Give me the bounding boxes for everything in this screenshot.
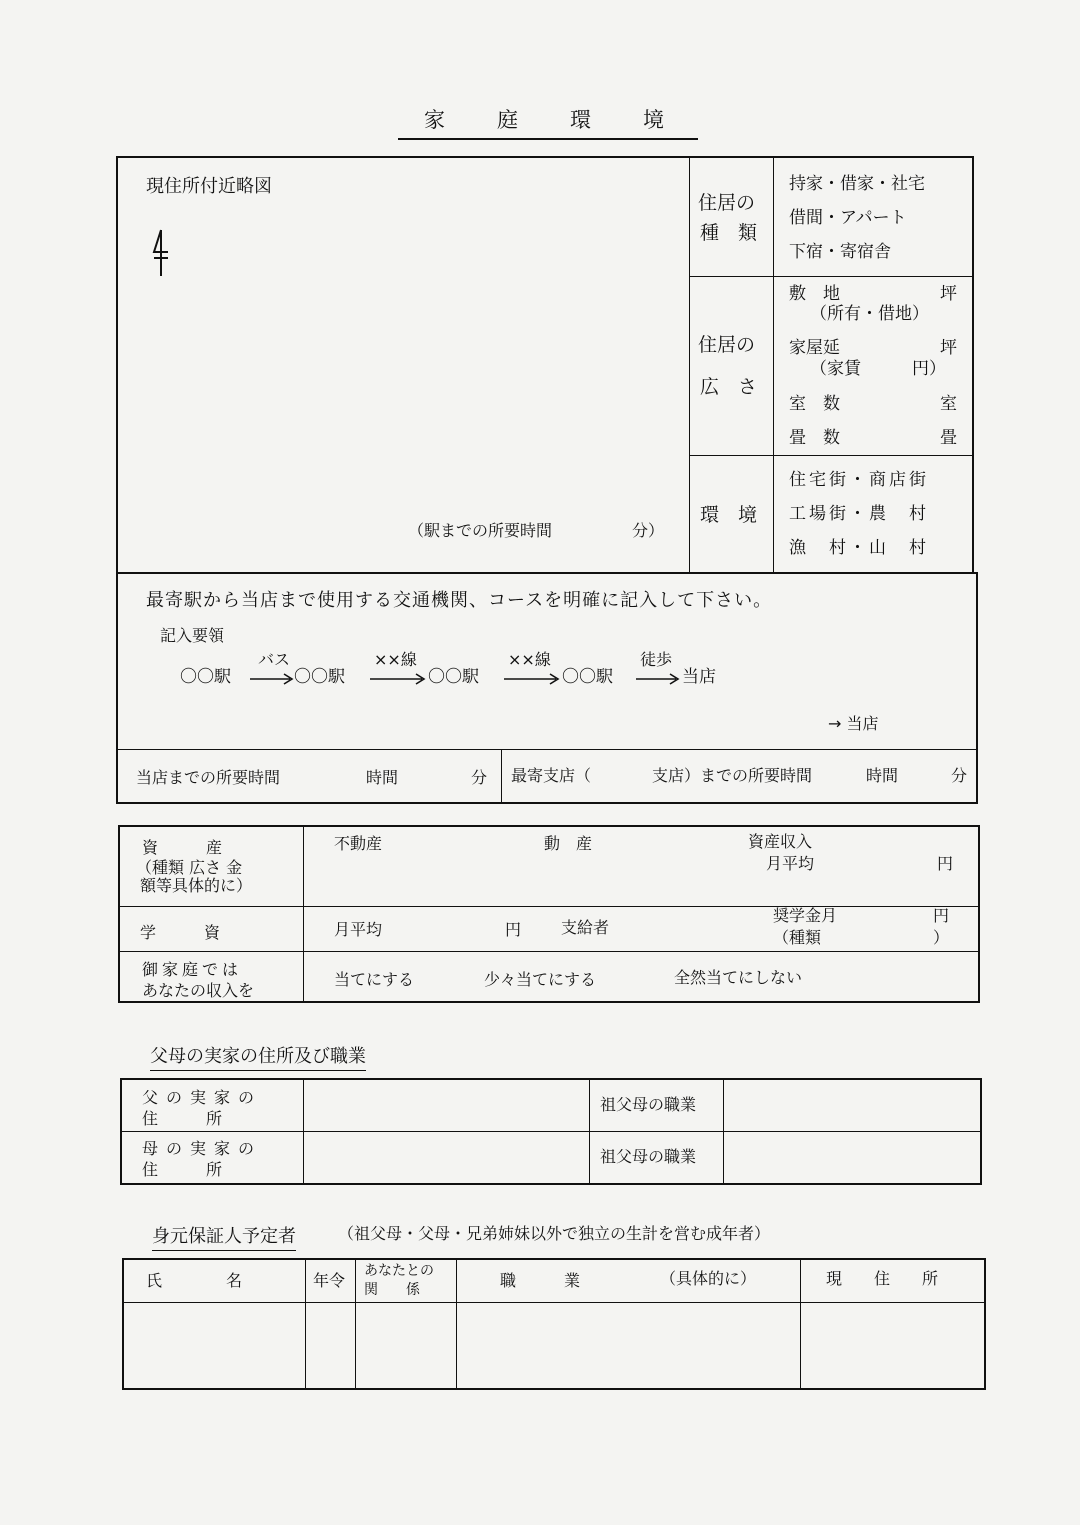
mother-grandparent-job-label: 祖父母の職業 [600, 1147, 697, 1166]
floor-area-unit: 坪 [940, 338, 957, 358]
environment-option[interactable]: 漁 村・山 村 [789, 538, 929, 558]
environment-option[interactable]: 住宅街・商店街 [789, 470, 929, 490]
site-ownership[interactable]: （所有・借地） [810, 304, 929, 324]
tuition-yen: 円 [505, 920, 522, 939]
mother-home-address-field[interactable] [306, 1134, 586, 1182]
father-grandparent-job-label: 祖父母の職業 [600, 1095, 697, 1114]
branch-time-hours-unit[interactable]: 時間 [866, 766, 899, 785]
arrow-right-icon [250, 670, 294, 689]
environment-option[interactable]: 工場街・農 村 [789, 504, 929, 524]
housing-type-option[interactable]: 持家・借家・社宅 [789, 174, 925, 194]
real-estate-label: 不動産 [334, 834, 383, 853]
page-title [398, 104, 698, 140]
branch-time-minutes-unit[interactable]: 分 [951, 766, 968, 785]
route-example-label: 記入要領 [160, 626, 225, 645]
father-home-label-1: 父の実家の [142, 1088, 263, 1107]
site-area-unit: 坪 [940, 284, 957, 304]
scholarship-kind: （種類 [773, 928, 822, 947]
route-mode: 徒歩 [640, 650, 673, 669]
arrow-right-icon [504, 670, 560, 689]
housing-size-label-2: 広 さ [700, 376, 758, 398]
col-address: 現 住 所 [826, 1269, 939, 1288]
store-time-minutes-unit[interactable]: 分 [471, 768, 488, 787]
route-drawing-area[interactable] [120, 696, 820, 744]
family-income-label-2: あなたの収入を [142, 981, 255, 1000]
title-char: 庭 [497, 108, 518, 132]
guarantor-age-field[interactable] [308, 1305, 352, 1387]
col-name: 氏 名 [146, 1271, 243, 1290]
rooms-unit: 室 [940, 394, 957, 414]
title-char: 家 [424, 108, 445, 132]
mother-grandparent-job-field[interactable] [726, 1134, 978, 1182]
route-example [180, 650, 740, 690]
family-income-option[interactable]: 全然当てにしない [674, 968, 803, 987]
route-station: 〇〇駅 [428, 667, 479, 687]
guarantor-address-field[interactable] [803, 1305, 983, 1387]
mother-home-label-2: 住 所 [142, 1160, 223, 1179]
title-char: 環 [570, 108, 591, 132]
store-time-label: 当店までの所要時間 [136, 768, 281, 787]
col-relation-2: 関 係 [364, 1282, 420, 1298]
map-drawing-area[interactable] [120, 210, 685, 510]
housing-size-label-1: 住居の [698, 334, 756, 356]
tuition-monthly: 月平均 [334, 920, 383, 939]
site-area-label: 敷 地 [789, 284, 840, 304]
route-station: 〇〇駅 [294, 667, 345, 687]
father-home-address-field[interactable] [306, 1081, 586, 1129]
guarantor-heading-text: 身元保証人予定者 [152, 1226, 296, 1251]
map-label: 現住所付近略図 [146, 176, 272, 197]
guarantor-occupation-field[interactable] [459, 1305, 797, 1387]
assets-label-note: （種類 広さ 金 [136, 858, 243, 877]
scholarship-yen: 円 [933, 906, 950, 925]
movable-assets-label: 動 産 [544, 834, 593, 853]
route-mode: ××線 [508, 650, 551, 669]
route-mode: バス [258, 650, 291, 669]
rent-field[interactable]: （家賃 円） [810, 359, 946, 379]
housing-type-label-1: 住居の [698, 192, 756, 214]
rooms-label: 室 数 [789, 394, 840, 414]
tatami-unit: 畳 [940, 428, 957, 448]
asset-income-monthly: 月平均 [766, 854, 815, 873]
guarantor-heading [152, 1228, 296, 1246]
environment-label: 環 境 [700, 504, 758, 526]
assets-label: 資 産 [142, 838, 223, 857]
family-income-option[interactable]: 当てにする [334, 970, 415, 989]
tatami-label: 畳 数 [789, 428, 840, 448]
branch-name-prefix: 最寄支店（ [511, 766, 592, 785]
floor-area-label: 家屋延 [789, 338, 840, 358]
col-relation-1: あなたとの [364, 1263, 434, 1279]
arrow-right-icon [370, 670, 426, 689]
housing-type-option[interactable]: 下宿・寄宿舎 [789, 242, 891, 262]
housing-type-label-2: 種 類 [700, 222, 758, 244]
tuition-provider: 支給者 [561, 918, 610, 937]
route-station: 〇〇駅 [562, 667, 613, 687]
guarantor-relation-field[interactable] [358, 1305, 453, 1387]
family-income-option[interactable]: 少々当てにする [484, 970, 597, 989]
asset-income-yen: 円 [937, 854, 954, 873]
scholarship-label: 奨学金月 [773, 906, 838, 925]
route-instruction: 最寄駅から当店まで使用する交通機関、コースを明確に記入して下さい。 [146, 590, 773, 611]
parents-heading-text: 父母の実家の住所及び職業 [150, 1046, 366, 1071]
tuition-label: 学 資 [140, 923, 221, 942]
father-grandparent-job-field[interactable] [726, 1081, 978, 1129]
asset-income-label: 資産収入 [748, 832, 813, 851]
branch-time-label: 支店）までの所要時間 [652, 766, 813, 785]
guarantor-note: （祖父母・父母・兄弟姉妹以外で独立の生計を営む成年者） [338, 1224, 771, 1243]
station-time-field[interactable]: （駅までの所要時間 分） [408, 521, 665, 540]
route-mode: ××線 [374, 650, 417, 669]
title-char: 境 [643, 108, 664, 132]
scholarship-kind-close: ） [933, 928, 950, 947]
route-destination-arrow: → 当店 [828, 714, 879, 733]
store-time-hours-unit[interactable]: 時間 [366, 768, 399, 787]
housing-type-option[interactable]: 借間・アパート [789, 208, 907, 228]
guarantor-name-field[interactable] [125, 1305, 302, 1387]
col-occupation: 職 業 [500, 1271, 581, 1290]
mother-home-label-1: 母の実家の [142, 1139, 263, 1158]
family-income-label-1: 御家庭では [142, 960, 243, 979]
arrow-right-icon [636, 670, 680, 689]
route-station: 〇〇駅 [180, 667, 231, 687]
father-home-label-2: 住 所 [142, 1109, 223, 1128]
assets-label-note: 額等具体的に） [140, 876, 253, 895]
col-occupation-note: （具体的に） [660, 1269, 757, 1288]
route-destination: 当店 [682, 667, 716, 687]
col-age: 年令 [313, 1271, 346, 1290]
parents-heading [150, 1048, 366, 1066]
